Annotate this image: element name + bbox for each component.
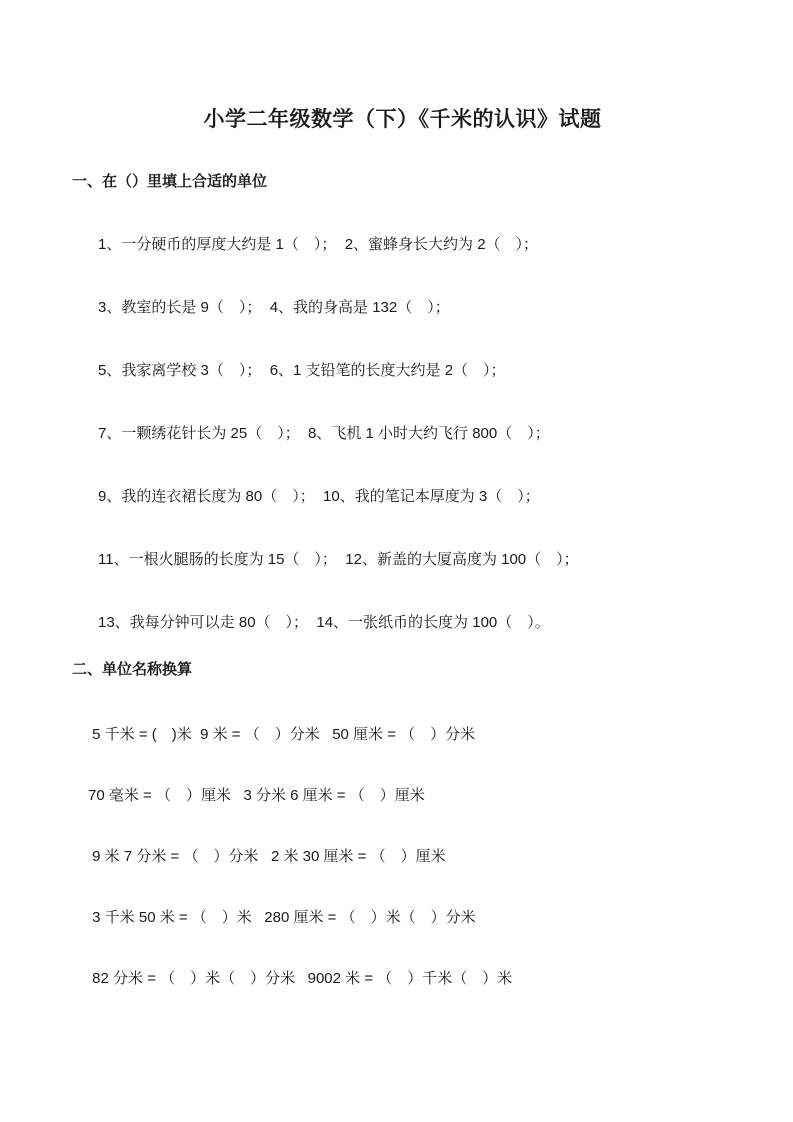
question-line-3: 5、我家离学校 3（ ）； 6、1 支铅笔的长度大约是 2（ ）； — [98, 362, 506, 379]
question-line-2: 3、教室的长是 9（ ）； 4、我的身高是 132（ ）； — [98, 299, 450, 316]
question-line-1: 1、一分硬币的厚度大约是 1（ ）； 2、蜜蜂身长大约为 2（ ）； — [98, 236, 539, 253]
document-title: 小学二年级数学（下）《千米的认识》试题 — [203, 108, 602, 131]
question-line-7: 13、我每分钟可以走 80（ ）； 14、一张纸币的长度为 100（ ）。 — [98, 614, 550, 631]
question-line-5: 9、我的连衣裙长度为 80（ ）； 10、我的笔记本厚度为 3（ ）； — [98, 488, 540, 505]
section-two-heading: 二、单位名称换算 — [72, 661, 193, 678]
conversion-line-3: 9 米 7 分米 = （ ）分米 2 米 30 厘米 = （ ）厘米 — [88, 848, 446, 865]
conversion-line-5: 82 分米 = （ ）米（ ）分米 9002 米 = （ ）千米（ ）米 — [88, 970, 513, 987]
conversion-line-2: 70 毫米 = （ ）厘米 3 分米 6 厘米 = （ ）厘米 — [88, 787, 425, 804]
conversion-line-4: 3 千米 50 米 = （ ）米 280 厘米 = （ ）米（ ）分米 — [88, 909, 476, 926]
question-line-6: 11、一根火腿肠的长度为 15（ ）； 12、新盖的大厦高度为 100（ ）； — [98, 551, 579, 568]
section-one-heading: 一、在（）里填上合适的单位 — [72, 173, 268, 190]
question-line-4: 7、一颗绣花针长为 25（ ）； 8、飞机 1 小时大约飞行 800（ ）； — [98, 425, 550, 442]
conversion-line-1: 5 千米 = ( )米 9 米 = （ ）分米 50 厘米 = （ ）分米 — [88, 726, 476, 743]
